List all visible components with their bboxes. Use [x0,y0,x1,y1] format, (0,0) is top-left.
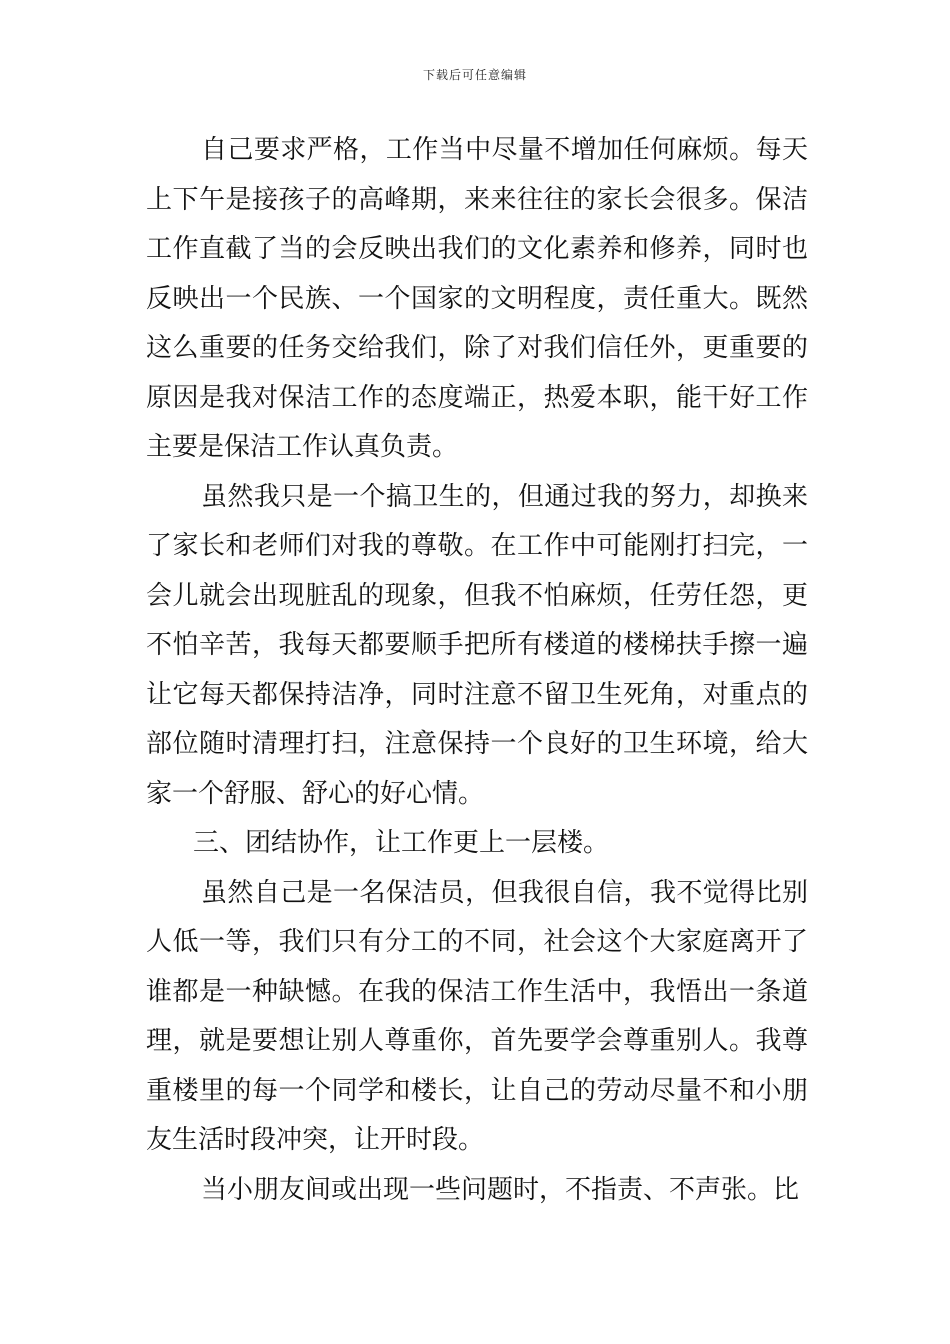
paragraph-cleaning-attitude: 自己要求严格，工作当中尽量不增加任何麻烦。每天上下午是接孩子的高峰期，来来往往的家长会很多。保洁工作直截了当的会反映出我们的文化素养和修养，同时也反映出一个民族、一个国家的文明程度，责任重大。既然这么重要的任务交给我们，除了对我们信任外，更重要的原因是我对保洁工作的态度端正，热爱本职，能干好工作主要是保洁工作认真负责。 [146,135,808,462]
paragraph-hard-work: 虽然我只是一个搞卫生的，但通过我的努力，却换来了家长和老师们对我的尊敬。在工作中可能刚打扫完，一会儿就会出现脏乱的现象，但我不怕麻烦，任劳任怨，更不怕辛苦，我每天都要顺手把所有楼道的楼梯扶手擦一遍让它每天都保持洁净，同时注意不留卫生死角，对重点的部位随时清理打扫，注意保持一个良好的卫生环境，给大家一个舒服、舒心的好心情。 [146,481,808,809]
paragraph-self-confidence: 虽然自己是一名保洁员，但我很自信，我不觉得比别人低一等，我们只有分工的不同，社会这个大家庭离开了谁都是一种缺憾。在我的保洁工作生活中，我悟出一条道理，就是要想让别人尊重你，首先要学会尊重别人。我尊重楼里的每一个同学和楼长，让自己的劳动尽量不和小朋友生活时段冲突，让开时段。 [146,877,808,1155]
document-body [146,126,808,1215]
section-heading-teamwork: 三、团结协作，让工作更上一层楼。 [193,828,610,858]
paragraph-children-issues: 当小朋友间或出现一些问题时，不指责、不声张。比 [201,1174,800,1205]
page-header: 下载后可任意编辑 [422,68,527,82]
